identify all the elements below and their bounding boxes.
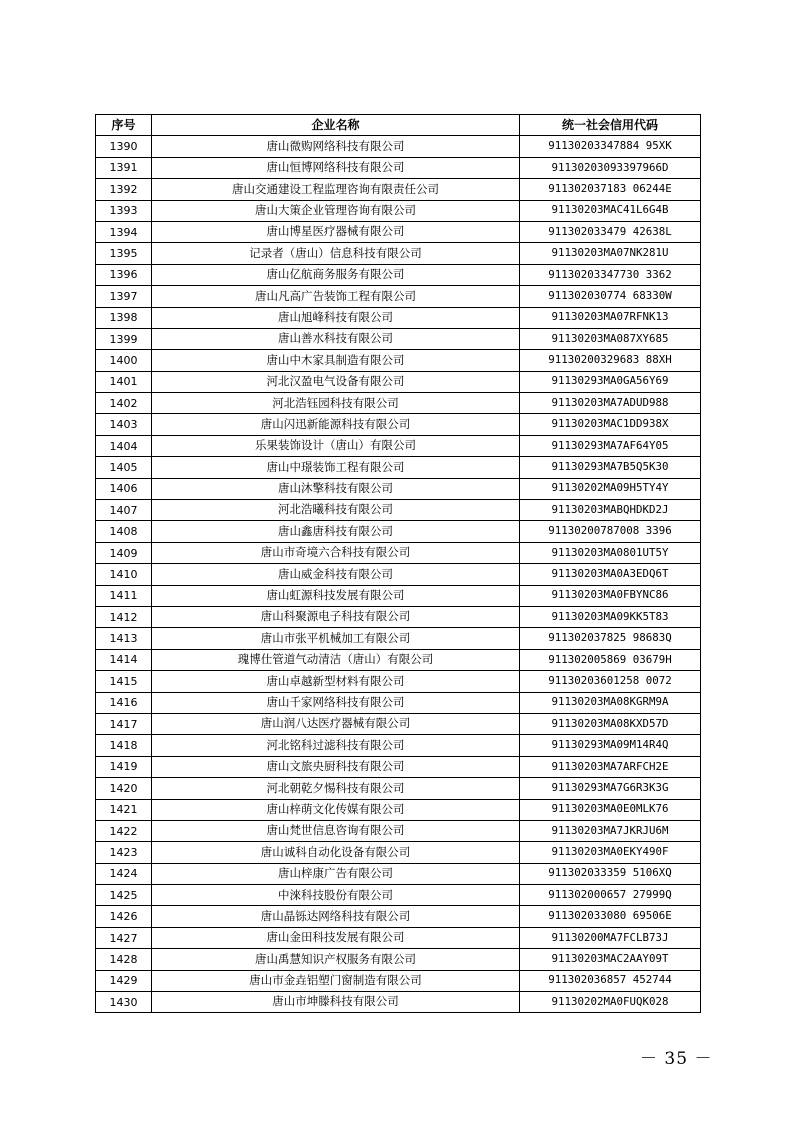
table-row	[96, 564, 701, 585]
table-row	[96, 863, 701, 884]
cell-enterprise-name: 河北浩曦科技有限公司	[152, 500, 520, 521]
cell-serial-number: 1404	[96, 435, 152, 456]
table-row	[96, 179, 701, 200]
cell-serial-number: 1419	[96, 756, 152, 777]
cell-enterprise-name: 唐山市奇境六合科技有限公司	[152, 542, 520, 563]
table-row	[96, 970, 701, 991]
cell-credit-code: 91130203MA0EKY490F	[520, 842, 701, 863]
cell-credit-code: 91130203MA0FBYNC86	[520, 585, 701, 606]
cell-credit-code: 911302036857 452744	[520, 970, 701, 991]
cell-credit-code: 91130203347884 95XK	[520, 136, 701, 157]
table-row	[96, 885, 701, 906]
cell-serial-number: 1405	[96, 457, 152, 478]
header-credit-code: 统一社会信用代码	[520, 115, 701, 136]
cell-enterprise-name: 河北铭科过滤科技有限公司	[152, 735, 520, 756]
cell-credit-code: 911302033080 69506E	[520, 906, 701, 927]
cell-credit-code: 91130203MAC2AAY09T	[520, 949, 701, 970]
cell-enterprise-name: 唐山晶铄达网络科技有限公司	[152, 906, 520, 927]
table-row	[96, 500, 701, 521]
cell-serial-number: 1403	[96, 414, 152, 435]
cell-credit-code: 91130293MA09M14R4Q	[520, 735, 701, 756]
cell-credit-code: 911302005869 03679H	[520, 649, 701, 670]
cell-credit-code: 91130203MA087XY685	[520, 328, 701, 349]
cell-credit-code: 91130203MABQHDKD2J	[520, 500, 701, 521]
cell-serial-number: 1408	[96, 521, 152, 542]
cell-serial-number: 1398	[96, 307, 152, 328]
table-row	[96, 200, 701, 221]
cell-credit-code: 91130200329683 88XH	[520, 350, 701, 371]
header-row	[96, 115, 701, 136]
cell-credit-code: 91130202MA0FUQK028	[520, 992, 701, 1013]
cell-enterprise-name: 唐山中璟装饰工程有限公司	[152, 457, 520, 478]
cell-credit-code: 91130203MAC1DD938X	[520, 414, 701, 435]
table-row	[96, 393, 701, 414]
cell-enterprise-name: 唐山博星医疗器械有限公司	[152, 221, 520, 242]
cell-credit-code: 911302033359 5106XQ	[520, 863, 701, 884]
cell-credit-code: 91130203MA07RFNK13	[520, 307, 701, 328]
table-row	[96, 371, 701, 392]
table-row	[96, 820, 701, 841]
cell-credit-code: 91130203601258 0072	[520, 671, 701, 692]
cell-enterprise-name: 中淶科技股份有限公司	[152, 885, 520, 906]
cell-serial-number: 1391	[96, 157, 152, 178]
cell-serial-number: 1424	[96, 863, 152, 884]
table-row	[96, 478, 701, 499]
cell-serial-number: 1393	[96, 200, 152, 221]
table-row	[96, 414, 701, 435]
table-row	[96, 756, 701, 777]
cell-credit-code: 911302000657 27999Q	[520, 885, 701, 906]
cell-enterprise-name: 唐山禹慧知识产权服务有限公司	[152, 949, 520, 970]
table-row	[96, 799, 701, 820]
cell-serial-number: 1415	[96, 671, 152, 692]
cell-serial-number: 1428	[96, 949, 152, 970]
cell-enterprise-name: 唐山闪迅新能源科技有限公司	[152, 414, 520, 435]
table-row	[96, 157, 701, 178]
cell-serial-number: 1410	[96, 564, 152, 585]
cell-serial-number: 1426	[96, 906, 152, 927]
cell-credit-code: 91130203MA7JKRJU6M	[520, 820, 701, 841]
cell-enterprise-name: 唐山微购网络科技有限公司	[152, 136, 520, 157]
cell-credit-code: 911302030774 68330W	[520, 286, 701, 307]
table-row	[96, 606, 701, 627]
cell-serial-number: 1402	[96, 393, 152, 414]
cell-enterprise-name: 唐山旭峰科技有限公司	[152, 307, 520, 328]
cell-serial-number: 1390	[96, 136, 152, 157]
table-row	[96, 735, 701, 756]
cell-credit-code: 911302033479 42638L	[520, 221, 701, 242]
cell-credit-code: 91130203347730 3362	[520, 264, 701, 285]
cell-serial-number: 1406	[96, 478, 152, 499]
table-row	[96, 778, 701, 799]
cell-enterprise-name: 唐山善水科技有限公司	[152, 328, 520, 349]
cell-enterprise-name: 唐山诚科自动化设备有限公司	[152, 842, 520, 863]
cell-serial-number: 1417	[96, 713, 152, 734]
cell-enterprise-name: 河北朝乾夕惕科技有限公司	[152, 778, 520, 799]
cell-serial-number: 1412	[96, 606, 152, 627]
cell-enterprise-name: 唐山梓康广告有限公司	[152, 863, 520, 884]
cell-enterprise-name: 唐山卓越新型材料有限公司	[152, 671, 520, 692]
cell-serial-number: 1400	[96, 350, 152, 371]
cell-enterprise-name: 唐山梵世信息咨询有限公司	[152, 820, 520, 841]
cell-serial-number: 1394	[96, 221, 152, 242]
cell-enterprise-name: 唐山恒博网络科技有限公司	[152, 157, 520, 178]
cell-credit-code: 91130203MA09KK5T83	[520, 606, 701, 627]
cell-serial-number: 1418	[96, 735, 152, 756]
page-number: － 35 －	[640, 1049, 713, 1069]
cell-enterprise-name: 唐山市金垚铝塑门窗制造有限公司	[152, 970, 520, 991]
table-row	[96, 286, 701, 307]
enterprise-credit-code-table	[95, 114, 701, 1013]
cell-serial-number: 1423	[96, 842, 152, 863]
table-row	[96, 243, 701, 264]
header-enterprise-name: 企业名称	[152, 115, 520, 136]
table-row	[96, 136, 701, 157]
table-body	[96, 136, 701, 1013]
table-row	[96, 350, 701, 371]
cell-enterprise-name: 记录者（唐山）信息科技有限公司	[152, 243, 520, 264]
cell-enterprise-name: 唐山凡高广告装饰工程有限公司	[152, 286, 520, 307]
cell-serial-number: 1411	[96, 585, 152, 606]
cell-credit-code: 91130203MA7ARFCH2E	[520, 756, 701, 777]
table-row	[96, 307, 701, 328]
cell-serial-number: 1414	[96, 649, 152, 670]
table-row	[96, 521, 701, 542]
cell-serial-number: 1413	[96, 628, 152, 649]
cell-serial-number: 1420	[96, 778, 152, 799]
cell-serial-number: 1392	[96, 179, 152, 200]
table-row	[96, 328, 701, 349]
cell-credit-code: 91130293MA7G6R3K3G	[520, 778, 701, 799]
cell-credit-code: 91130293MA7AF64Y05	[520, 435, 701, 456]
cell-credit-code: 91130203MA07NK281U	[520, 243, 701, 264]
table-row	[96, 435, 701, 456]
cell-serial-number: 1427	[96, 927, 152, 948]
cell-enterprise-name: 唐山亿航商务服务有限公司	[152, 264, 520, 285]
cell-enterprise-name: 乐果装饰设计（唐山）有限公司	[152, 435, 520, 456]
cell-enterprise-name: 唐山金田科技发展有限公司	[152, 927, 520, 948]
cell-credit-code: 91130203MA0A3EDQ6T	[520, 564, 701, 585]
cell-serial-number: 1416	[96, 692, 152, 713]
cell-enterprise-name: 唐山交通建设工程监理咨询有限责任公司	[152, 179, 520, 200]
table-row	[96, 264, 701, 285]
cell-credit-code: 91130203MA0E0MLK76	[520, 799, 701, 820]
cell-enterprise-name: 唐山润八达医疗器械有限公司	[152, 713, 520, 734]
cell-serial-number: 1407	[96, 500, 152, 521]
cell-serial-number: 1399	[96, 328, 152, 349]
cell-enterprise-name: 唐山市张平机械加工有限公司	[152, 628, 520, 649]
table-row	[96, 457, 701, 478]
cell-enterprise-name: 唐山中木家具制造有限公司	[152, 350, 520, 371]
cell-credit-code: 91130203MA7ADUD988	[520, 393, 701, 414]
cell-serial-number: 1425	[96, 885, 152, 906]
cell-serial-number: 1409	[96, 542, 152, 563]
cell-enterprise-name: 唐山大策企业管理咨询有限公司	[152, 200, 520, 221]
cell-serial-number: 1401	[96, 371, 152, 392]
cell-enterprise-name: 唐山文旅央厨科技有限公司	[152, 756, 520, 777]
cell-credit-code: 91130203MA08KXD57D	[520, 713, 701, 734]
cell-enterprise-name: 唐山虹源科技发展有限公司	[152, 585, 520, 606]
table-row	[96, 221, 701, 242]
cell-serial-number: 1422	[96, 820, 152, 841]
table-row	[96, 906, 701, 927]
cell-serial-number: 1397	[96, 286, 152, 307]
cell-serial-number: 1430	[96, 992, 152, 1013]
table-row	[96, 692, 701, 713]
cell-serial-number: 1429	[96, 970, 152, 991]
cell-enterprise-name: 唐山市坤滕科技有限公司	[152, 992, 520, 1013]
table-row	[96, 992, 701, 1013]
cell-enterprise-name: 河北汉盈电气设备有限公司	[152, 371, 520, 392]
table-row	[96, 927, 701, 948]
cell-credit-code: 91130203MAC41L6G4B	[520, 200, 701, 221]
table-row	[96, 542, 701, 563]
cell-enterprise-name: 河北浩钰园科技有限公司	[152, 393, 520, 414]
cell-credit-code: 91130203MA08KGRM9A	[520, 692, 701, 713]
cell-serial-number: 1395	[96, 243, 152, 264]
cell-enterprise-name: 唐山威金科技有限公司	[152, 564, 520, 585]
cell-serial-number: 1421	[96, 799, 152, 820]
cell-enterprise-name: 瑰博仕管道气动清洁（唐山）有限公司	[152, 649, 520, 670]
table-row	[96, 671, 701, 692]
cell-credit-code: 91130200787008 3396	[520, 521, 701, 542]
cell-credit-code: 911302037183 06244E	[520, 179, 701, 200]
header-serial-number: 序号	[96, 115, 152, 136]
cell-enterprise-name: 唐山千家网络科技有限公司	[152, 692, 520, 713]
table-row	[96, 713, 701, 734]
table-row	[96, 649, 701, 670]
cell-credit-code: 911302037825 98683Q	[520, 628, 701, 649]
cell-serial-number: 1396	[96, 264, 152, 285]
table-row	[96, 949, 701, 970]
cell-credit-code: 91130203093397966D	[520, 157, 701, 178]
cell-enterprise-name: 唐山沐擎科技有限公司	[152, 478, 520, 499]
table-row	[96, 585, 701, 606]
cell-credit-code: 91130203MA0801UT5Y	[520, 542, 701, 563]
table-row	[96, 842, 701, 863]
table-header	[96, 115, 701, 136]
cell-enterprise-name: 唐山梓萌文化传媒有限公司	[152, 799, 520, 820]
cell-credit-code: 91130202MA09H5TY4Y	[520, 478, 701, 499]
cell-credit-code: 91130200MA7FCLB73J	[520, 927, 701, 948]
cell-credit-code: 91130293MA0GA56Y69	[520, 371, 701, 392]
cell-enterprise-name: 唐山科聚源电子科技有限公司	[152, 606, 520, 627]
cell-credit-code: 91130293MA7B5Q5K30	[520, 457, 701, 478]
table-row	[96, 628, 701, 649]
cell-enterprise-name: 唐山鑫唐科技有限公司	[152, 521, 520, 542]
